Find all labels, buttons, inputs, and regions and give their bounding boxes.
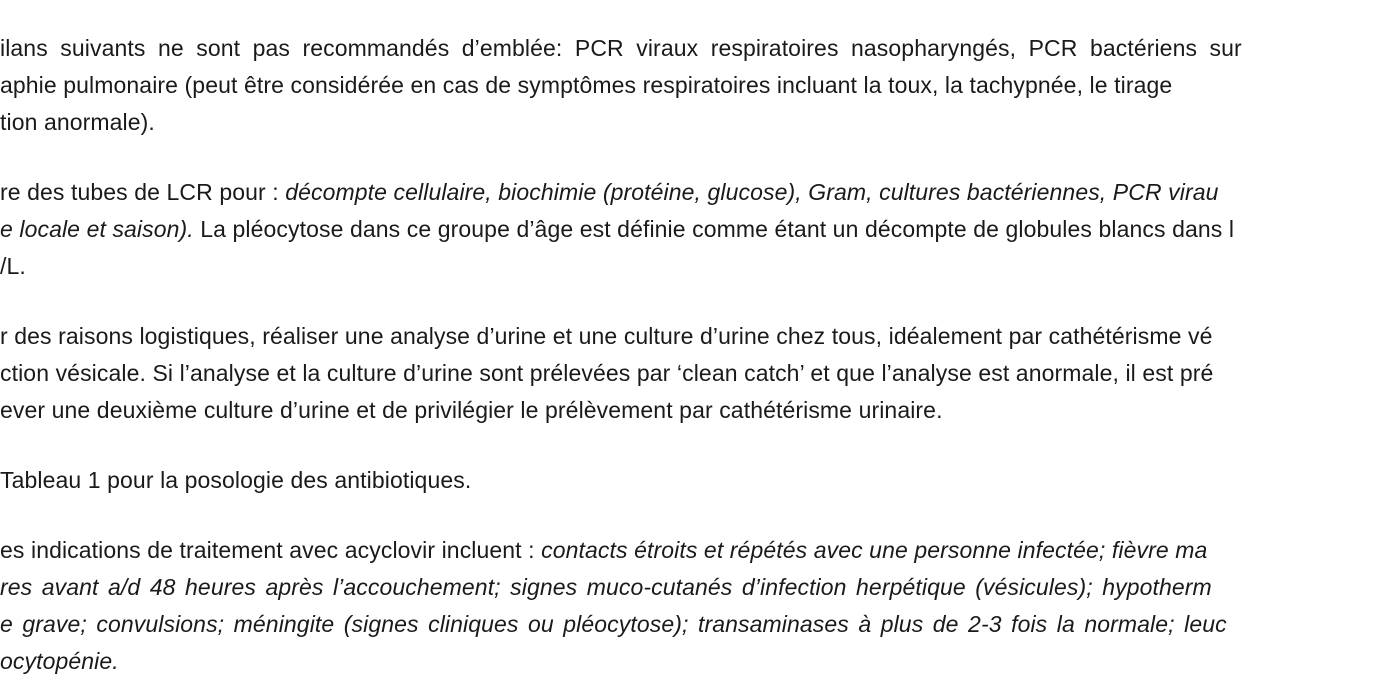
text-line: e grave; convulsions; méningite (signes cliniques ou pléocytose); transaminases à plus de 2-3 fois la normale; leuc [0,611,1227,637]
text-line: ction vésicale. Si l’analyse et la culture d’urine sont prélevées par ‘clean catch’ et que l’analyse est anormale, il est pré [0,360,1214,386]
text-span: es indications de traitement avec acyclovir incluent : [0,537,542,563]
text-line: ocytopénie. [0,648,119,674]
text-span: La pléocytose dans ce groupe d’âge est définie comme étant un décompte de globules blancs dans l [193,216,1235,242]
italic-text-span: décompte cellulaire, biochimie (protéine, glucose), Gram, cultures bactériennes, PCR virau [285,179,1219,205]
text-line [0,535,1207,565]
italic-text-span: e locale et saison). [0,216,194,242]
text-line: res avant a/d 48 heures après l’accouchement; signes muco-cutanés d’infection herpétique (vésicules); hypotherm [0,574,1212,600]
text-line: r des raisons logistiques, réaliser une analyse d’urine et une culture d’urine chez tous, idéalement par cathétérisme vé [0,323,1213,349]
text-line [0,214,1234,244]
text-line: Tableau 1 pour la posologie des antibiotiques. [0,467,472,493]
italic-text-span: contacts étroits et répétés avec une personne infectée; fièvre ma [541,537,1208,563]
text-line: /L. [0,253,26,279]
text-line: aphie pulmonaire (peut être considérée en cas de symptômes respiratoires incluant la toux, la tachypnée, le tirage [0,72,1173,98]
text-line: tion anormale). [0,109,155,135]
text-line: ever une deuxième culture d’urine et de privilégier le prélèvement par cathétérisme urinaire. [0,397,943,423]
text-line: ilans suivants ne sont pas recommandés d’emblée: PCR viraux respiratoires nasopharyngés, PCR bactériens sur [0,35,1242,61]
text-span: re des tubes de LCR pour : [0,179,286,205]
text-line [0,177,1219,207]
